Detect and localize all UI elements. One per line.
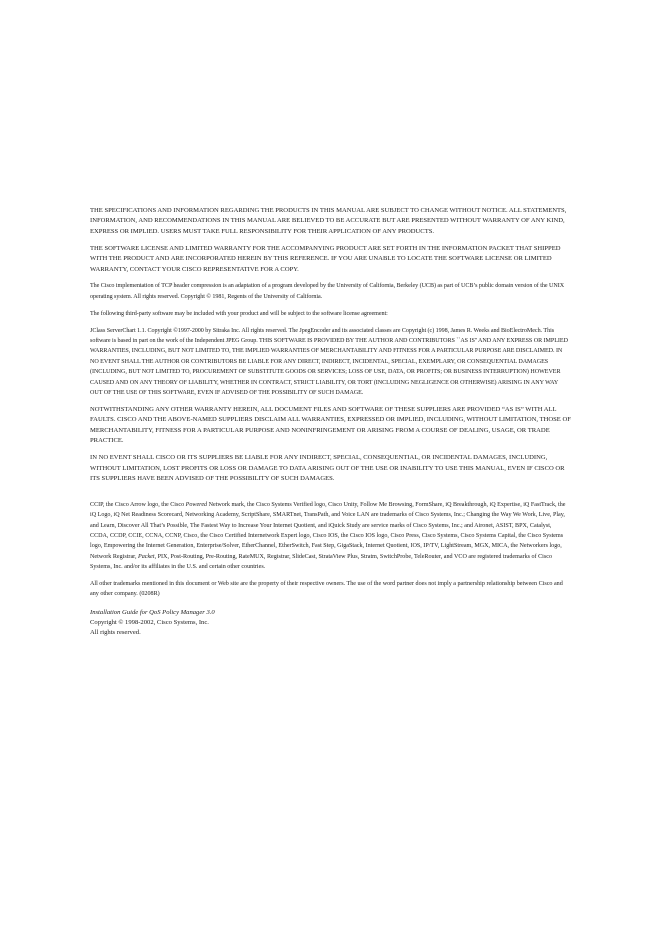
copyright-page [90, 206, 571, 639]
specifications-disclaimer: THE SPECIFICATIONS AND INFORMATION REGARDING THE PRODUCTS IN THIS MANUAL ARE SUBJECT TO CHANGE WITHOUT NOTICE. ALL STATEMENTS, INFORMATION, AND RECOMMENDATIONS IN THIS MANUAL ARE BELIEVED TO BE ACCURATE BUT ARE PRESENTED WITHOUT WARRANTY OF ANY KIND, EXPRESS OR IMPLIED. USERS MUST TAKE FULL RESPONSIBILITY FOR THEIR APPLICATION OF ANY PRODUCTS. [90, 207, 567, 235]
liability-limitation: IN NO EVENT SHALL CISCO OR ITS SUPPLIERS BE LIABLE FOR ANY INDIRECT, SPECIAL, CONSEQUENTIAL, OR INCIDENTAL DAMAGES, INCLUDING, WITHOUT LIMITATION, LOST PROFITS OR LOSS OR DAMAGE TO DATA ARISING OUT OF THE USE OR INABILITY TO USE THIS MANUAL, EVEN IF CISCO OR ITS SUPPLIERS HAVE BEEN ADVISED OF THE POSSIBILITY OF SUCH DAMAGES. [90, 454, 565, 482]
tcp-compression-notice: The Cisco implementation of TCP header compression is an adaptation of a program developed by the University of California, Berkeley (UCB) as part of UCB’s public domain version of the UNIX operating system. All rights reserved. Copyright © 1981, Regents of the University of California. [90, 283, 565, 300]
copyright-block [90, 608, 571, 639]
trademark-text-2: Network mark, the Cisco Systems Verified logo, Cisco Unity, Follow Me Browsing, FormShare, iQ Breakthrough, iQ Expertise, iQ FastTrack, the iQ Logo, iQ Net Readiness Scorecard, Networking Academy, ScriptShare, SMARTnet, TransPath, and Voice LAN are trademarks of Cisco Systems, Inc.; Changing the Way We Work, Live, Play, and Learn, Discover All That’s Possible, The Fastest Way to Increase Your Internet Quotient, and iQuick Study are service marks of Cisco Systems, Inc.; and Aironet, ASIST, BPX, Catalyst, CCDA, CCDP, CCIE, CCNA, CCNP, Cisco, the Cisco Certified Internetwork Expert logo, Cisco IOS, the Cisco IOS logo, Cisco Press, Cisco Systems, Cisco Systems Capital, the Cisco Systems logo, Empowering the Internet Generation, Enterprise/Solver, EtherChannel, EtherSwitch, Fast Step, GigaStack, Internet Quotient, IOS, IP/TV, LightStream, MGX, MICA, the Networkers logo, Network Registrar, [90, 501, 566, 560]
document-title: Installation Guide for QoS Policy Manager 3.0 [90, 608, 215, 616]
trademark-text-1: CCIP, the Cisco Arrow logo, the Cisco [90, 501, 186, 508]
trademark-text-3: , PIX, Post-Routing, Pre-Routing, RateMUX, Registrar, SlideCast, StrataView Plus, Stratm, SwitchProbe, TeleRouter, and VCO are registered trademarks of Cisco Systems, Inc. and/or its affiliates in the U.S. and certain other countries. [90, 553, 552, 571]
warranty-disclaimer: NOTWITHSTANDING ANY OTHER WARRANTY HEREIN, ALL DOCUMENT FILES AND SOFTWARE OF THESE SUPPLIERS ARE PROVIDED “AS IS” WITH ALL FAULTS. CISCO AND THE ABOVE-NAMED SUPPLIERS DISCLAIM ALL WARRANTIES, EXPRESSED OR IMPLIED, INCLUDING, WITHOUT LIMITATION, THOSE OF MERCHANTABILITY, FITNESS FOR A PARTICULAR PURPOSE AND NONINFRINGEMENT OR ARISING FROM A COURSE OF DEALING, USAGE, OR TRADE PRACTICE. [90, 406, 571, 445]
powered-mark: Powered [185, 501, 208, 508]
jclass-license-notice: JClass ServerChart 1.1. Copyright ©1997-2000 by Sitraka Inc. All rights reserved. The JpegEncoder and its associated classes are Copyright (c) 1998, James R. Weeks and BioElectroMech. This software is based in part on the work of the Independent JPEG Group. THIS SOFTWARE IS PROVIDED BY THE AUTHOR AND CONTRIBUTORS ``AS IS'' AND ANY EXPRESS OR IMPLIED WARRANTIES, INCLUDING, BUT NOT LIMITED TO, THE IMPLIED WARRANTIES OF MERCHANTABILITY AND FITNESS FOR A PARTICULAR PURPOSE ARE DISCLAIMED. IN NO EVENT SHALL THE AUTHOR OR CONTRIBUTORS BE LIABLE FOR ANY DIRECT, INDIRECT, INCIDENTAL, SPECIAL, EXEMPLARY, OR CONSEQUENTIAL DAMAGES (INCLUDING, BUT NOT LIMITED TO, PROCUREMENT OF SUBSTITUTE GOODS OR SERVICES; LOSS OF USE, DATA, OR PROFITS; OR BUSINESS INTERRUPTION) HOWEVER CAUSED AND ON ANY THEORY OF LIABILITY, WHETHER IN CONTRACT, STRICT LIABILITY, OR TORT (INCLUDING NEGLIGENCE OR OTHERWISE) ARISING IN ANY WAY OUT OF THE USE OF THIS SOFTWARE, EVEN IF ADVISED OF THE POSSIBILITY OF SUCH DAMAGE. [90, 327, 568, 397]
packet-mark: Packet [138, 553, 155, 560]
copyright-line: Copyright © 1998-2002, Cisco Systems, Inc. [90, 618, 209, 626]
trademark-notice [90, 500, 571, 573]
rights-reserved-line: All rights reserved. [90, 629, 141, 637]
other-trademarks-notice: All other trademarks mentioned in this document or Web site are the property of their respective owners. The use of the word partner does not imply a partnership relationship between Cisco and any other company. (0208R) [90, 580, 563, 598]
third-party-software-intro: The following third-party software may be included with your product and will be subject to the software license agreement: [90, 310, 388, 317]
section-gap [90, 491, 571, 500]
software-license-notice: THE SOFTWARE LICENSE AND LIMITED WARRANTY FOR THE ACCOMPANYING PRODUCT ARE SET FORTH IN THE INFORMATION PACKET THAT SHIPPED WITH THE PRODUCT AND ARE INCORPORATED HEREIN BY THIS REFERENCE. IF YOU ARE UNABLE TO LOCATE THE SOFTWARE LICENSE OR LIMITED WARRANTY, CONTACT YOUR CISCO REPRESENTATIVE FOR A COPY. [90, 244, 561, 273]
